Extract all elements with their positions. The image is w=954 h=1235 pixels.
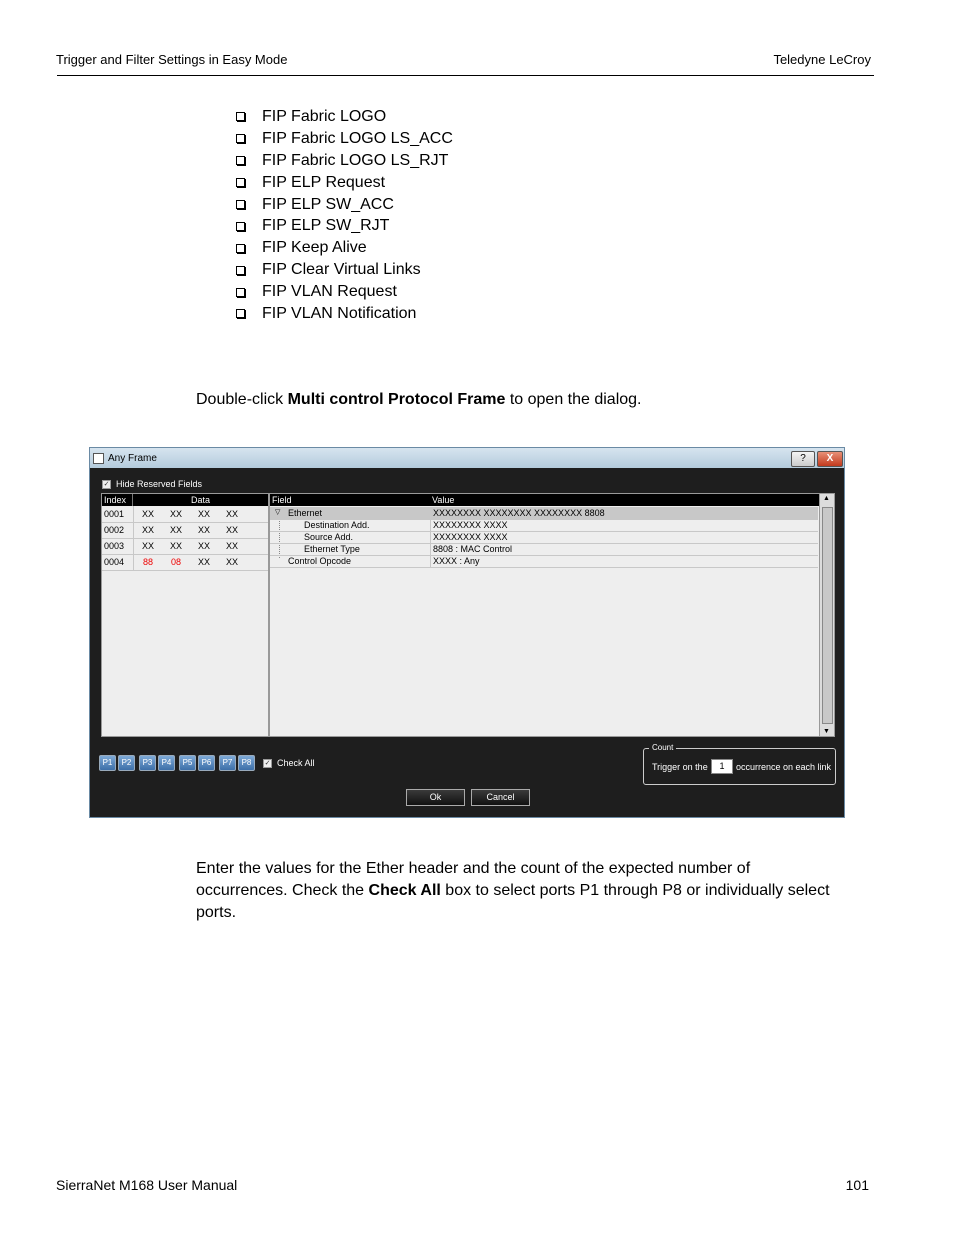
vertical-scrollbar[interactable] xyxy=(819,494,834,736)
column-header-field[interactable]: Field xyxy=(270,494,431,506)
tree-row[interactable]: Ethernet Type 8808 : MAC Control xyxy=(270,543,818,556)
dialog-titlebar xyxy=(90,448,844,468)
column-header-value[interactable]: Value xyxy=(430,494,820,506)
count-groupbox xyxy=(643,743,836,785)
port-button-p4[interactable]: P4 xyxy=(158,755,175,771)
count-label-after: occurrence on each link xyxy=(736,762,832,772)
checkbox-bullet-icon xyxy=(236,156,245,165)
scroll-thumb[interactable] xyxy=(822,507,833,724)
count-legend: Count xyxy=(649,743,676,752)
list-item: FIP ELP Request xyxy=(236,172,453,194)
cancel-button[interactable]: Cancel xyxy=(471,789,530,806)
check-icon: ✓ xyxy=(264,759,271,767)
table-row[interactable]: 0002 XX XX XX XX xyxy=(102,522,268,539)
occurrence-count-input[interactable]: 1 xyxy=(711,759,733,774)
port-button-p3[interactable]: P3 xyxy=(139,755,156,771)
table-row[interactable]: 0004 88 08 XX XX xyxy=(102,554,268,571)
expand-arrow-icon[interactable]: ▽ xyxy=(275,509,281,516)
running-header-title: Trigger and Filter Settings in Easy Mode xyxy=(56,52,288,67)
tree-row[interactable]: Control Opcode XXXX : Any xyxy=(270,555,818,568)
dialog-title: Any Frame xyxy=(108,453,157,464)
list-item: FIP Fabric LOGO LS_ACC xyxy=(236,128,453,150)
list-item: FIP VLAN Request xyxy=(236,281,453,303)
list-item: FIP ELP SW_ACC xyxy=(236,194,453,216)
checkbox-bullet-icon xyxy=(236,288,245,297)
any-frame-dialog xyxy=(89,447,845,818)
tree-row[interactable]: Source Add. XXXXXXXX XXXX xyxy=(270,531,818,544)
list-item: FIP VLAN Notification xyxy=(236,303,453,325)
column-header-data[interactable]: Data xyxy=(133,494,268,506)
list-item: FIP Clear Virtual Links xyxy=(236,259,453,281)
checkbox-bullet-icon xyxy=(236,200,245,209)
scroll-down-icon[interactable]: ▼ xyxy=(823,728,830,735)
fip-frame-list xyxy=(236,106,453,325)
list-item: FIP Fabric LOGO LS_RJT xyxy=(236,150,453,172)
list-item: FIP Keep Alive xyxy=(236,237,453,259)
header-rule xyxy=(57,75,874,76)
scroll-up-icon[interactable]: ▲ xyxy=(823,495,830,502)
checkbox-bullet-icon xyxy=(236,244,245,253)
field-tree xyxy=(269,493,835,737)
port-button-p2[interactable]: P2 xyxy=(118,755,135,771)
footer-manual-title: SierraNet M168 User Manual xyxy=(56,1177,238,1193)
hide-reserved-checkbox[interactable]: ✓ Hide Reserved Fields xyxy=(103,479,203,489)
checkbox-bullet-icon xyxy=(236,222,245,231)
count-label-before: Trigger on the xyxy=(652,762,708,772)
tree-row-ethernet[interactable]: ▽ Ethernet XXXXXXXX XXXXXXXX XXXXXXXX 8808 xyxy=(270,507,818,520)
port-button-p7[interactable]: P7 xyxy=(219,755,236,771)
table-row[interactable]: 0001 XX XX XX XX xyxy=(102,506,268,523)
window-icon xyxy=(93,453,104,464)
close-button[interactable]: X xyxy=(817,451,843,467)
port-button-p6[interactable]: P6 xyxy=(198,755,215,771)
instruction-paragraph-1: Double-click Multi control Protocol Frame to open the dialog. xyxy=(196,391,642,408)
page-number: 101 xyxy=(845,1177,869,1193)
data-grid xyxy=(101,493,269,737)
instruction-paragraph-2: Enter the values for the Ether header and the count of the expected number of occurrences. Check the Check All box to select ports P1 through P8 or individually select ports. xyxy=(196,860,830,921)
table-row[interactable]: 0003 XX XX XX XX xyxy=(102,538,268,555)
list-item: FIP ELP SW_RJT xyxy=(236,215,453,237)
port-button-p8[interactable]: P8 xyxy=(238,755,255,771)
port-button-p5[interactable]: P5 xyxy=(179,755,196,771)
ok-button[interactable]: Ok xyxy=(406,789,465,806)
port-button-p1[interactable]: P1 xyxy=(99,755,116,771)
column-header-index[interactable]: Index xyxy=(102,494,133,506)
list-item: FIP Fabric LOGO xyxy=(236,106,453,128)
check-all-checkbox[interactable]: ✓ Check All xyxy=(264,758,315,768)
check-icon: ✓ xyxy=(103,480,110,488)
help-button[interactable]: ? xyxy=(791,451,815,467)
checkbox-bullet-icon xyxy=(236,134,245,143)
tree-row[interactable]: Destination Add. XXXXXXXX XXXX xyxy=(270,519,818,532)
port-selector xyxy=(99,755,315,771)
checkbox-bullet-icon xyxy=(236,178,245,187)
checkbox-bullet-icon xyxy=(236,112,245,121)
running-header-brand: Teledyne LeCroy xyxy=(773,52,871,67)
checkbox-bullet-icon xyxy=(236,309,245,318)
checkbox-bullet-icon xyxy=(236,266,245,275)
